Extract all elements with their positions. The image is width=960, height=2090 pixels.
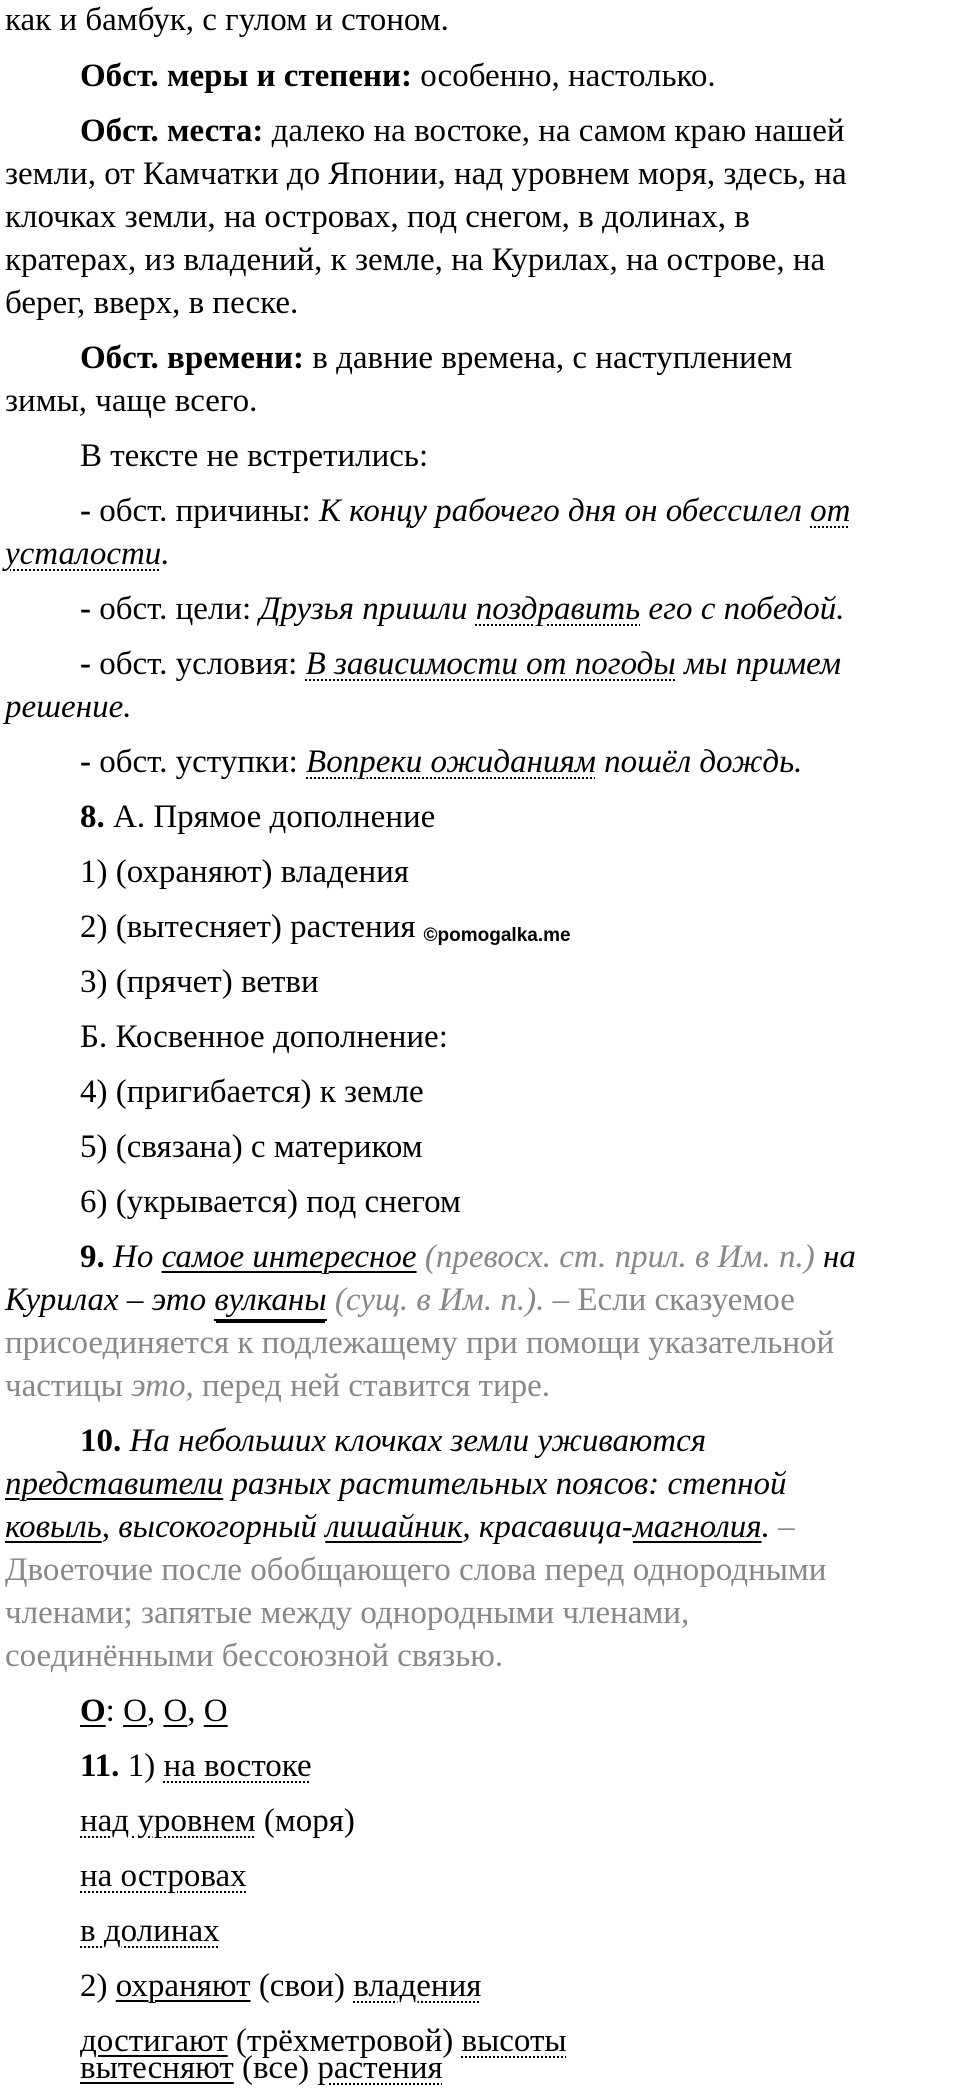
phrase-adverbial: на востоке	[163, 1748, 312, 1784]
sentence-text: на	[814, 1239, 856, 1275]
watermark: ©pomogalka.me	[423, 925, 571, 946]
task-9-line-cont	[5, 1280, 795, 1322]
example-adverbial: В зависимости от погоды	[305, 646, 676, 682]
phrase-line	[80, 1801, 355, 1843]
scheme-general-word: О	[80, 1693, 106, 1729]
phrase-line	[80, 1856, 247, 1898]
task-number: 8.	[80, 799, 105, 835]
rule-text: , перед ней ставится тире.	[185, 1368, 551, 1404]
phrase-text: (свои)	[250, 1968, 354, 2004]
scheme-punct: ,	[187, 1693, 204, 1729]
phrase-text: (трёхметровой)	[227, 2023, 462, 2059]
subject: ковыль	[5, 1509, 102, 1545]
grammar-note: (превосх. ст. прил. в Им. п.)	[416, 1239, 815, 1275]
task-11-line	[80, 1746, 312, 1788]
grammar-note: (сущ. в Им. п.).	[326, 1282, 545, 1318]
adverbial-text: в давние времена, с наступлением	[304, 340, 793, 376]
scheme-line	[80, 1691, 228, 1733]
task-10-line	[80, 1421, 706, 1463]
example-text: мы примем	[675, 646, 842, 682]
text-line: В тексте не встретились:	[80, 438, 429, 474]
sentence-text: , красавица-	[462, 1509, 633, 1545]
phrase-text: (все)	[233, 2050, 318, 2086]
example-text: его с победой.	[640, 591, 845, 627]
phrase-verb: вытесняют	[80, 2050, 234, 2086]
rule-text: частицы	[5, 1368, 132, 1404]
rule-text: –	[769, 1509, 795, 1545]
phrase-line	[80, 2048, 443, 2090]
task-8-heading	[80, 797, 435, 839]
list-item	[80, 907, 571, 949]
example-adverbial: от	[810, 493, 851, 529]
phrase-object: высоты	[461, 2023, 567, 2059]
adverbial-degree-line	[80, 56, 716, 98]
rule-text: Двоеточие после обобщающего слова перед однородными	[5, 1552, 827, 1588]
rule-text: – Если сказуемое	[544, 1282, 795, 1318]
example-cause-line	[80, 491, 850, 533]
example-adverbial: Вопреки ожиданиям	[306, 744, 596, 780]
sentence-text: Курилах – это	[5, 1282, 215, 1318]
text-line: зимы, чаще всего.	[5, 383, 258, 419]
example-purpose-line	[80, 589, 845, 631]
text-line: клочках земли, на островах, под снегом, в долинах, в	[5, 199, 750, 235]
predicate: вулканы	[214, 1282, 326, 1321]
label-text: обст. условия:	[91, 646, 306, 682]
list-item: 1) (охраняют) владения	[80, 854, 409, 890]
task-10-line-cont	[5, 1464, 786, 1506]
item-number: 1)	[119, 1748, 164, 1784]
example-concession-line	[80, 742, 802, 784]
rule-word: это	[131, 1368, 186, 1404]
example-condition-line-cont	[5, 687, 131, 729]
example-text: Друзья пришли	[259, 591, 476, 627]
example-text: решение.	[5, 689, 132, 725]
example-adverbial: усталости	[5, 536, 162, 572]
task-9-line	[80, 1237, 856, 1279]
example-text: К концу рабочего дня он обессилел	[318, 493, 811, 529]
scheme-member: О	[163, 1693, 188, 1729]
example-text: пошёл дождь.	[595, 744, 803, 780]
example-condition-line	[80, 644, 841, 686]
sentence-text: разных растительных поясов: степной	[223, 1466, 787, 1502]
example-text: .	[161, 536, 170, 572]
example-cause-line-cont	[5, 534, 170, 576]
adverbial-label: Обст. места:	[80, 113, 264, 149]
phrase-line	[80, 1911, 220, 1953]
list-item: 5) (связана) с материком	[80, 1129, 423, 1165]
adverbial-time-line	[80, 338, 792, 380]
phrase-adverbial: в долинах	[80, 1913, 220, 1949]
adverbial-place-line	[80, 111, 845, 153]
rule-text: соединёнными бессоюзной связью.	[5, 1638, 504, 1674]
item-number: 2)	[80, 1968, 116, 2004]
sentence-text: На небольших клочках земли уживаются	[121, 1423, 707, 1459]
scheme-punct: ,	[146, 1693, 164, 1729]
label-text: обст. цели:	[91, 591, 260, 627]
phrase-object: владения	[353, 1968, 482, 2004]
list-item: 3) (прячет) ветви	[80, 964, 319, 1000]
phrase-line	[80, 1966, 481, 2008]
dash: -	[80, 591, 91, 627]
phrase-text: (моря)	[255, 1803, 355, 1839]
phrase-verb: достигают	[80, 2023, 228, 2059]
text-line: берег, вверх, в песке.	[5, 285, 299, 321]
rule-text: членами; запятые между однородными членами,	[5, 1595, 690, 1631]
text-line: как и бамбук, с гулом и стоном.	[5, 2, 449, 38]
sentence-text: , высокогорный	[101, 1509, 326, 1545]
dash: -	[80, 646, 91, 682]
adverbial-text: далеко на востоке, на самом краю нашей	[263, 113, 845, 149]
subject: представители	[5, 1466, 224, 1502]
phrase-adverbial: на островах	[80, 1858, 247, 1894]
label-text: обст. причины:	[91, 493, 319, 529]
example-adverbial: поздравить	[475, 591, 641, 627]
scheme-member: О	[203, 1693, 228, 1729]
subject: самое интересное	[161, 1239, 417, 1275]
list-item: 4) (пригибается) к земле	[80, 1074, 424, 1110]
task-number: 9.	[80, 1239, 105, 1275]
text-line: земли, от Камчатки до Японии, над уровнем моря, здесь, на	[5, 156, 847, 192]
adverbial-label: Обст. времени:	[80, 340, 305, 376]
list-item-text: 2) (вытесняет) растения	[80, 909, 416, 945]
subject: лишайник	[325, 1509, 463, 1545]
dash: -	[80, 744, 91, 780]
dash: -	[80, 493, 91, 529]
rule-text: присоединяется к подлежащему при помощи указательной	[5, 1325, 835, 1361]
scheme-punct: :	[105, 1693, 124, 1729]
sentence-text: .	[761, 1509, 770, 1545]
task-text: А. Прямое дополнение	[104, 799, 436, 835]
subject: магнолия	[632, 1509, 762, 1545]
rule-text	[5, 1366, 550, 1408]
text-line: кратерах, из владений, к земле, на Курилах, на острове, на	[5, 242, 826, 278]
phrase-verb: охраняют	[115, 1968, 251, 2004]
scheme-member: О	[123, 1693, 147, 1729]
phrase-adverbial: над уровнем	[80, 1803, 256, 1839]
task-10-line-cont	[5, 1507, 795, 1549]
adverbial-text: особенно, настолько.	[411, 58, 716, 94]
list-item: 6) (укрывается) под снегом	[80, 1184, 461, 1220]
task-number: 10.	[80, 1423, 122, 1459]
adverbial-label: Обст. меры и степени:	[80, 58, 412, 94]
list-heading: Б. Косвенное дополнение:	[80, 1019, 448, 1055]
task-number: 11.	[80, 1748, 120, 1784]
phrase-object: растения	[317, 2050, 443, 2086]
sentence-text: Но	[104, 1239, 162, 1275]
label-text: обст. уступки:	[91, 744, 307, 780]
